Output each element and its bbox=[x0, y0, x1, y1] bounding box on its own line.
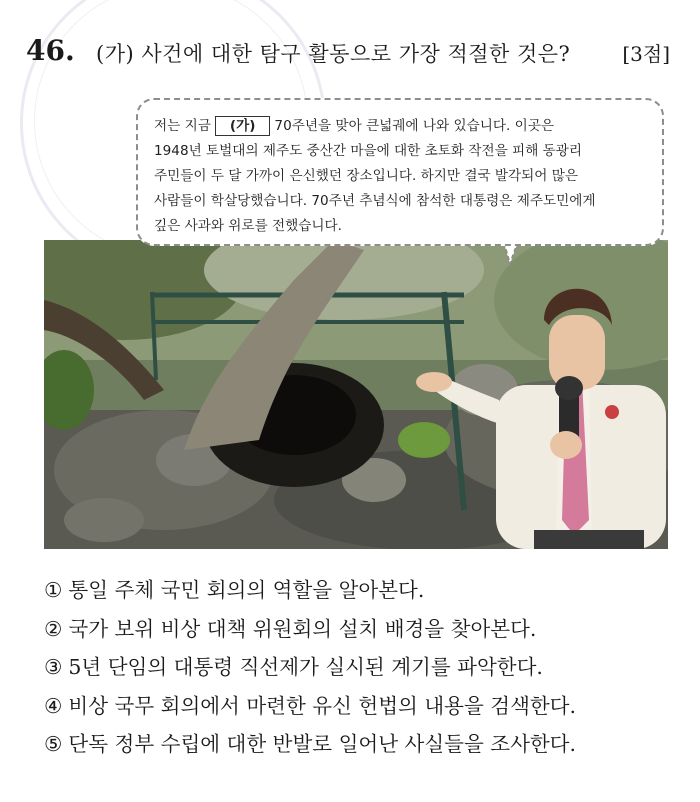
choice-marker: ③ bbox=[44, 655, 63, 679]
lapel-badge bbox=[605, 405, 619, 419]
speech-line-3: 주민들이 두 달 가까이 은신했던 장소입니다. 하지만 결국 발각되어 많은 bbox=[154, 168, 579, 184]
reporter-hand bbox=[416, 372, 452, 392]
answer-choices bbox=[44, 573, 582, 766]
question-prompt: (가) 사건에 대한 탐구 활동으로 가장 적절한 것은? bbox=[96, 42, 571, 66]
choice-3[interactable] bbox=[44, 650, 582, 689]
speech-line-2: 1948년 토벌대의 제주도 중산간 마을에 대한 초토화 작전을 피해 동광리 bbox=[154, 143, 583, 159]
question-points: [3점] bbox=[622, 42, 670, 66]
choice-text: 통일 주체 국민 회의의 역할을 알아본다. bbox=[68, 578, 425, 602]
speech-line-1 bbox=[154, 114, 644, 139]
choice-1[interactable] bbox=[44, 573, 582, 612]
speech-line-5: 깊은 사과와 위로를 전했습니다. bbox=[154, 218, 342, 234]
question-number: 46. bbox=[26, 34, 75, 67]
choice-marker: ④ bbox=[44, 693, 63, 718]
choice-marker: ① bbox=[44, 578, 63, 602]
choice-2[interactable] bbox=[44, 612, 582, 651]
choice-text: 단독 정부 수립에 대한 반발로 일어난 사실들을 조사한다. bbox=[68, 732, 576, 756]
cave-illustration bbox=[44, 240, 668, 549]
choice-text: 국가 보위 비상 대책 위원회의 설치 배경을 찾아본다. bbox=[68, 616, 537, 641]
speech-line-4: 사람들이 학살당했습니다. 70주년 추념식에 참석한 대통령은 제주도민에게 bbox=[154, 193, 596, 209]
speech-line-1-end: 70주년을 맞아 큰넓궤에 나와 있습니다. 이곳은 bbox=[274, 118, 555, 134]
choice-marker: ② bbox=[44, 616, 63, 641]
rock bbox=[64, 498, 144, 542]
choice-text: 5년 단임의 대통령 직선제가 실시된 계기를 파악한다. bbox=[68, 655, 543, 679]
choice-marker: ⑤ bbox=[44, 732, 63, 756]
blank-box: (가) bbox=[215, 116, 271, 136]
choice-5[interactable] bbox=[44, 727, 582, 766]
question-header bbox=[26, 34, 670, 74]
speech-line-1-start: 저는 지금 bbox=[154, 118, 211, 134]
cave-photo bbox=[44, 240, 668, 549]
choice-text: 비상 국무 회의에서 마련한 유신 헌법의 내용을 검색한다. bbox=[68, 693, 576, 718]
choice-4[interactable] bbox=[44, 689, 582, 728]
speech-bubble bbox=[136, 98, 664, 246]
